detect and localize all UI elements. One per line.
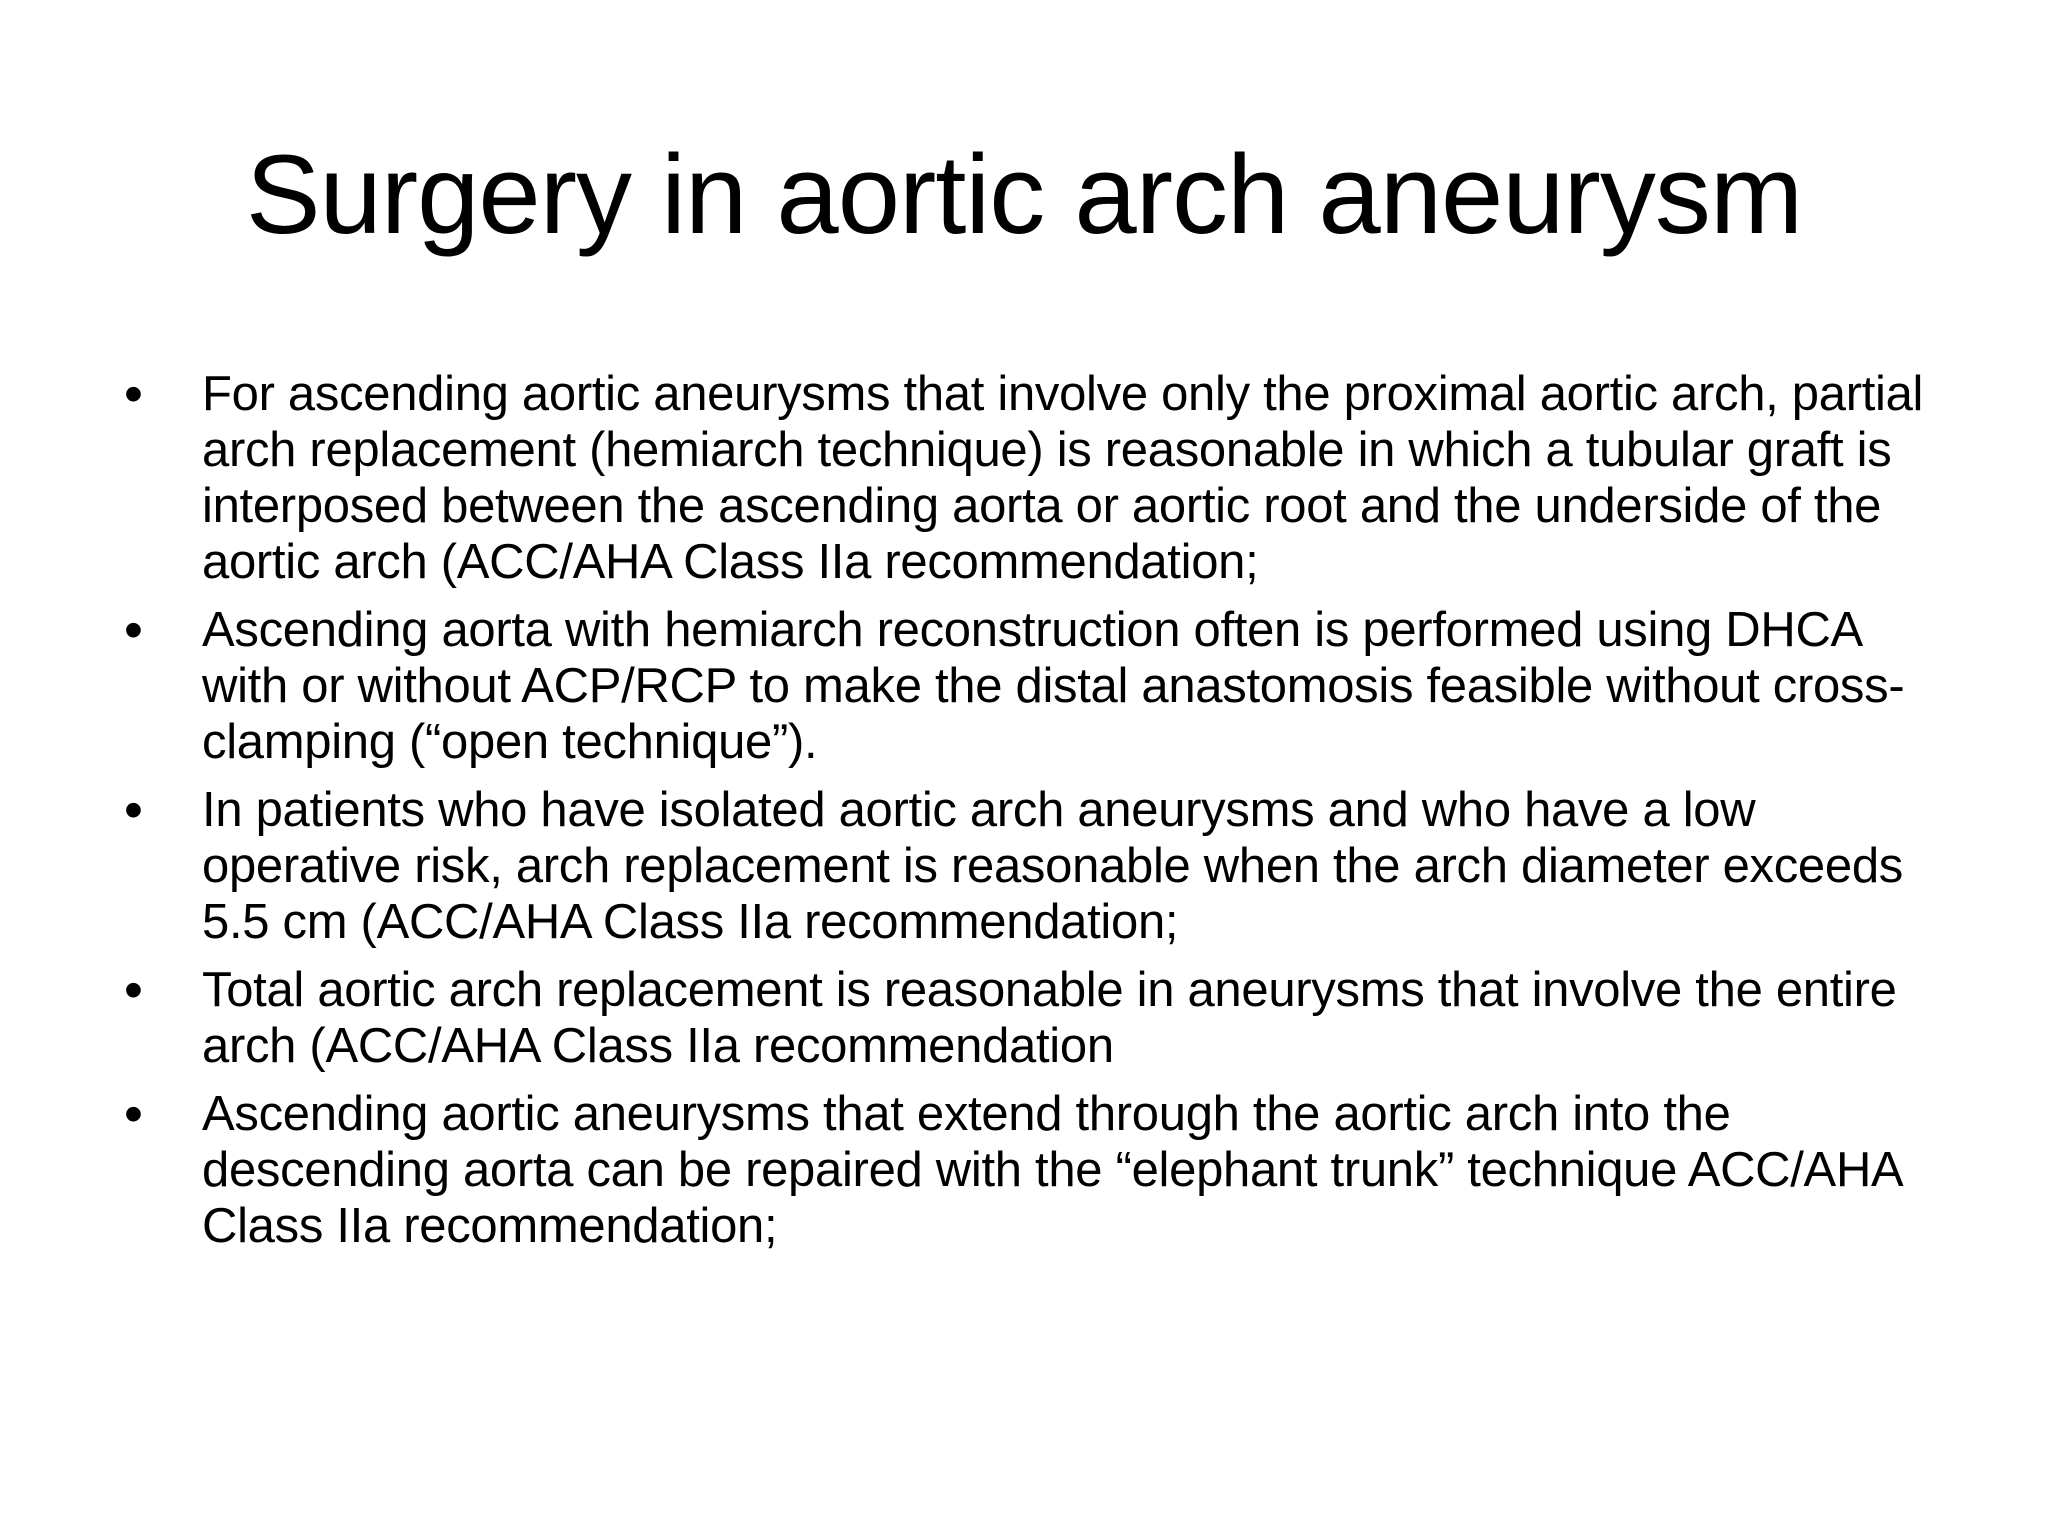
bullet-icon: • (124, 600, 143, 660)
bullet-item (124, 366, 1954, 590)
bullet-icon: • (124, 960, 143, 1020)
bullet-text: Total aortic arch replacement is reasonable in aneurysms that involve the entire arch (ACC/AHA Class IIa recommendation (202, 963, 1897, 1073)
bullet-icon: • (124, 780, 143, 840)
bullet-text: For ascending aortic aneurysms that involve only the proximal aortic arch, partial arch replacement (hemiarch technique) is reasonable in which a tubular graft is interposed between the ascending aorta or aortic root and the underside of the aortic arch (ACC/AHA Class IIa recommendation; (202, 367, 1924, 589)
bullet-icon: • (124, 1084, 143, 1144)
bullet-item (124, 962, 1954, 1074)
bullet-text: In patients who have isolated aortic arch aneurysms and who have a low operative risk, arch replacement is reasonable when the arch diameter exceeds 5.5 cm (ACC/AHA Class IIa recommendation; (202, 783, 1903, 949)
bullet-item (124, 782, 1954, 950)
bullet-text: Ascending aortic aneurysms that extend through the aortic arch into the descending aorta can be repaired with the “elephant trunk” technique ACC/AHA Class IIa recommendation; (202, 1087, 1901, 1253)
slide-title: Surgery in aortic arch aneurysm (245, 132, 1803, 257)
bullet-text: Ascending aorta with hemiarch reconstruction often is performed using DHCA with or without ACP/RCP to make the distal anastomosis feasible without cross-clamping (“open technique”). (202, 603, 1905, 769)
bullet-item (124, 602, 1954, 770)
bullet-icon: • (124, 364, 143, 424)
bullet-list (124, 366, 1954, 1266)
bullet-item (124, 1086, 1954, 1254)
